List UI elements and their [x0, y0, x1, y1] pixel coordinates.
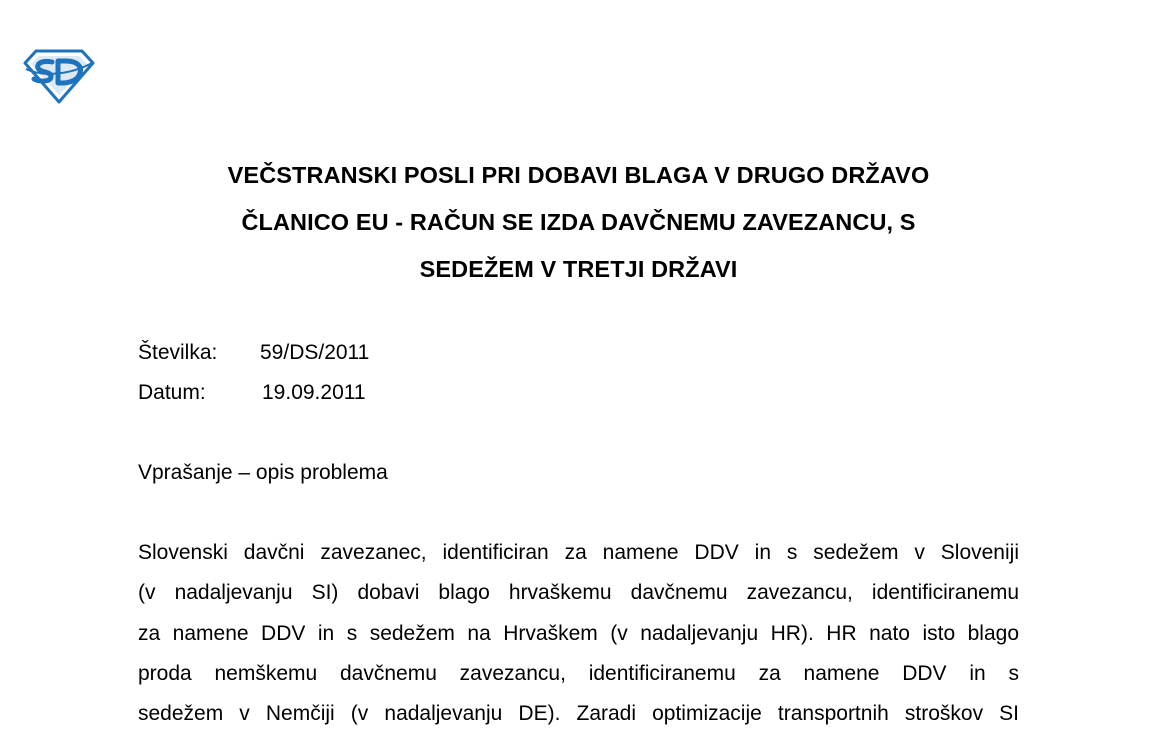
document-number-row — [138, 341, 370, 365]
document-date-value: 19.09.2011 — [262, 381, 366, 404]
document-number-value: 59/DS/2011 — [260, 341, 370, 364]
body-paragraph — [138, 533, 1019, 734]
document-title — [130, 152, 1027, 293]
paragraph-line: proda nemškemu davčnemu zavezancu, identificiranemu za namene DDV in s — [138, 661, 1019, 685]
title-line: ČLANICO EU - RAČUN SE IZDA DAVČNEMU ZAVEZANCU, S — [241, 209, 916, 235]
document-date-row — [138, 381, 366, 405]
title-line: VEČSTRANSKI POSLI PRI DOBAVI BLAGA V DRUGO DRŽAVO — [227, 162, 930, 188]
document-number-label: Številka: — [138, 341, 218, 364]
sd-shield-logo-icon — [22, 49, 96, 104]
title-line: SEDEŽEM V TRETJI DRŽAVI — [419, 256, 738, 282]
paragraph-line: (v nadaljevanju SI) dobavi blago hrvaškemu davčnemu zavezancu, identificiranemu — [138, 581, 1019, 605]
paragraph-line: za namene DDV in s sedežem na Hrvaškem (v nadaljevanju HR). HR nato isto blago — [138, 621, 1019, 645]
paragraph-line: sedežem v Nemčiji (v nadaljevanju DE). Zaradi optimizacije transportnih stroškov SI — [138, 702, 1019, 726]
document-date-label: Datum: — [138, 381, 206, 404]
section-heading: Vprašanje – opis problema — [138, 461, 388, 484]
paragraph-line: Slovenski davčni zavezanec, identificiran za namene DDV in s sedežem v Sloveniji — [138, 541, 1019, 564]
